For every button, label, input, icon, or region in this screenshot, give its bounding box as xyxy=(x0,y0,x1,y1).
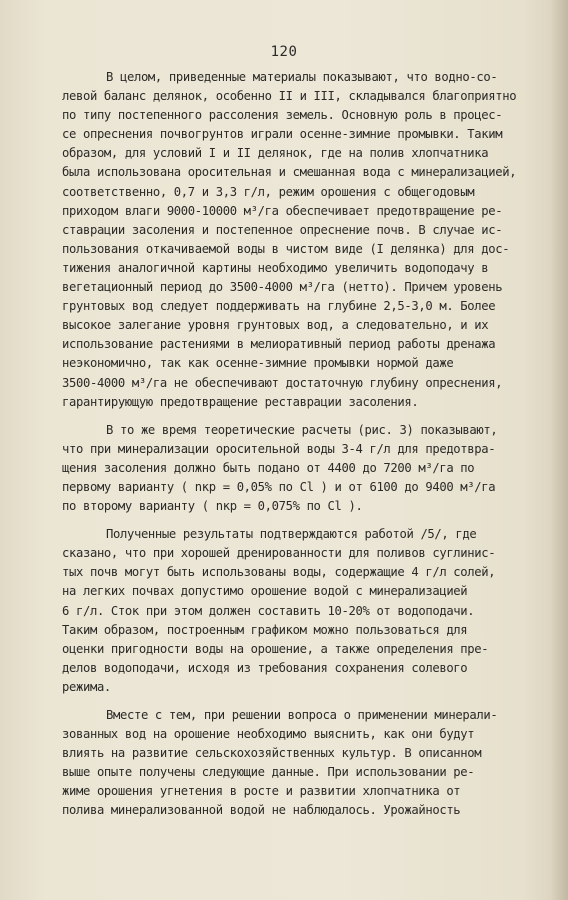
text-line: первому варианту ( nкр = 0,05% по Cl ) и от 6100 до 9400 м³/га xyxy=(62,479,496,494)
text-line: по второму варианту ( nкр = 0,075% по Cl ). xyxy=(62,499,363,514)
text-line: жиме орошения угнетения в росте и развитии хлопчатника от xyxy=(62,784,461,799)
paragraph-4 xyxy=(62,706,548,821)
paragraph-1 xyxy=(62,68,548,412)
text-line: 6 г/л. Сток при этом должен составить 10-20% от водоподачи. xyxy=(62,603,475,618)
text-line: была использована оросительная и смешанная вода с минерализацией, xyxy=(62,165,517,180)
text-line: тых почв могут быть использованы воды, содержащие 4 г/л солей, xyxy=(62,565,496,580)
text-line: В целом, приведенные материалы показывают, что водно-со- xyxy=(106,70,498,84)
text-line: влиять на развитие сельскохозяйственных культур. В описанном xyxy=(62,746,482,761)
text-line: щения засоления должно быть подано от 4400 до 7200 м³/га по xyxy=(62,460,475,475)
text-line: полива минерализованной водой не наблюдалось. Урожайность xyxy=(62,803,461,818)
text-line: высокое залегание уровня грунтовых вод, а следовательно, и их xyxy=(62,318,489,333)
body-text xyxy=(62,68,548,821)
text-line: использование растениями в мелиоративный период работы дренажа xyxy=(62,337,496,352)
text-line: левой баланс делянок, особенно II и III, складывался благоприятно xyxy=(62,89,517,104)
text-line: Таким образом, построенным графиком можно пользоваться для xyxy=(62,622,468,637)
paragraph-2 xyxy=(62,421,548,516)
text-line: оценки пригодности воды на орошение, а также определения пре- xyxy=(62,641,489,656)
text-line: грунтовых вод следует поддерживать на глубине 2,5-3,0 м. Более xyxy=(62,299,496,314)
text-line: соответственно, 0,7 и 3,3 г/л, режим орошения с общегодовым xyxy=(62,184,475,199)
text-line: се опреснения почвогрунтов играли осенне-зимние промывки. Таким xyxy=(62,127,503,142)
page-edge-shadow xyxy=(550,0,568,900)
text-line: 3500-4000 м³/га не обеспечивают достаточную глубину опреснения, xyxy=(62,375,503,390)
text-line: на легких почвах допустимо орошение водой с минерализацией xyxy=(62,584,468,599)
text-line: по типу постепенного рассоления земель. Основную роль в процес- xyxy=(62,108,503,123)
text-line: пользования откачиваемой воды в чистом виде (I делянка) для дос- xyxy=(62,241,510,256)
text-line: приходом влаги 9000-10000 м³/га обеспечивает предотвращение ре- xyxy=(62,203,503,218)
text-line: гарантирующую предотвращение реставрации засоления. xyxy=(62,394,419,409)
page-number: 120 xyxy=(270,44,298,60)
text-line: режима. xyxy=(62,679,111,694)
text-line: что при минерализации оросительной воды 3-4 г/л для предотвра- xyxy=(62,441,496,456)
text-line: зованных вод на орошение необходимо выяснить, как они будут xyxy=(62,727,475,742)
text-line: сказано, что при хорошей дренированности для поливов суглинис- xyxy=(62,546,496,561)
paragraph-3 xyxy=(62,525,548,697)
text-line: ставрации засоления и постепенное опреснение почв. В случае ис- xyxy=(62,222,503,237)
text-line: неэкономично, так как осенне-зимние промывки нормой даже xyxy=(62,356,454,371)
text-line: В то же время теоретические расчеты (рис. 3) показывают, xyxy=(106,422,498,437)
text-line: вегетационный период до 3500-4000 м³/га (нетто). Причем уровень xyxy=(62,280,503,295)
text-line: тижения аналогичной картины необходимо увеличить водоподачу в xyxy=(62,260,489,275)
text-line: Полученные результаты подтверждаются работой /5/, где xyxy=(106,527,477,542)
text-line: образом, для условий I и II делянок, где на полив хлопчатника xyxy=(62,146,489,161)
text-line: Вместе с тем, при решении вопроса о применении минерали- xyxy=(106,708,498,722)
text-line: делов водоподачи, исходя из требования сохранения солевого xyxy=(62,660,468,675)
text-line: выше опыте получены следующие данные. При использовании ре- xyxy=(62,765,475,780)
